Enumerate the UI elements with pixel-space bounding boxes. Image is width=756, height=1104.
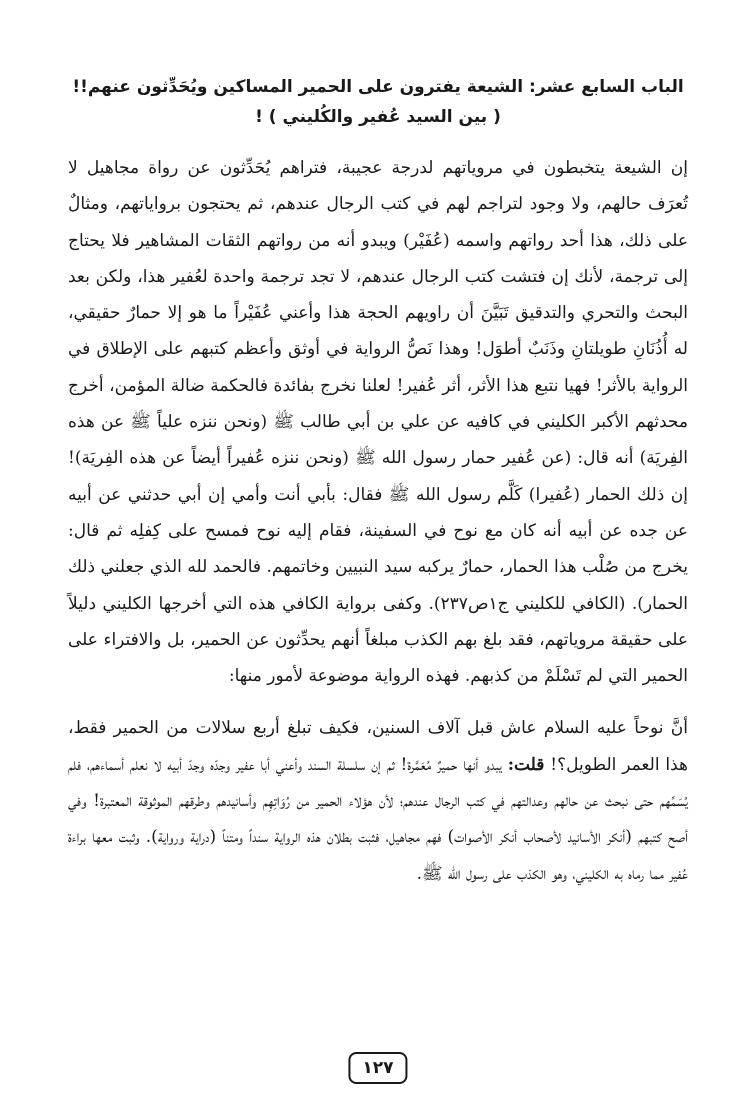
chapter-title-line-1: الباب السابع عشر: الشيعة يفترون على الحمير المساكين ويُحَدِّثون عنهم!! xyxy=(72,77,684,97)
body-text xyxy=(68,150,688,892)
paragraph-2-part-1: أنَّ نوحاً عليه السلام عاش قبل آلاف السنين، فكيف تبلغ أربع سلالات من الحمير فقط، هذا العمر الطويل؟! xyxy=(68,718,688,775)
paragraph-1: إن الشيعة يتخبطون في مروياتهم لدرجة عجيبة، فتراهم يُحَدِّثون عن رواة مجاهيل لا تُعرَف حالهم، ولا وجود لتراجم لهم في كتب الرجال عندهم، ثم يحتجون برواياتهم، ومثالٌ على ذلك، هذا أحد رواتهم واسمه (عُفَيْر) ويبدو أنه من رواتهم الثقات المشاهير فلا يحتاج إلى ترجمة، لأنك إن فتشت كتب الرجال عندهم، لا تجد ترجمة واحدة لعُفير هذا، ولكن بعد البحث والتحري والتدقيق تَبَيَّنَ أن راويهم الحجة هذا وأعني عُفَيْراً ما هو إلا حمارٌ حقيقي، له أُذُنَانِ طويلتانِ وذَنَبٌ أطوَل! وهذا نَصُّ الرواية في أوثق وأعظم كتبهم على الإطلاق في الرواية بالأثر! فهيا نتبع هذا الأثر، أثر عُفير! لعلنا نخرج بفائدة فالحكمة ضالة المؤمن، أخرج محدثهم الأكبر الكليني في كافيه عن علي بن أبي طالب ﷺ (ونحن ننزه علياً ﷺ عن هذه الفِريَة) أنه قال: (عن عُفير حمار رسول الله ﷺ (ونحن ننزه عُفيراً أيضاً عن هذه الفِريَة)! إن ذلك الحمار (عُفيرا) كَلَّم رسول الله ﷺ فقال: بأبي أنت وأمي إن أبي حدثني عن أبيه عن جده عن أبيه أنه كان مع نوح في السفينة، فقام إليه نوح فمسح على كِفلِه ثم قال: يخرج من صُلْب هذا الحمار، حمارٌ يركبه سيد النبيين وخاتمهم. فالحمد لله الذي جعلني ذلك الحمار). (الكافي للكليني ج١ص٢٣٧). وكفى برواية الكافي هذه التي أخرجها الكليني دليلاً على حقيقة مروياتهم، فقد بلغ بهم الكذب مبلغاً أنهم يحدِّثون عن الحمير، بل والافتراء على الحمير التي لم تَسْلَمْ من كذبهم. فهذه الرواية موضوعة لأمور منها: xyxy=(68,158,689,687)
chapter-title xyxy=(68,72,688,132)
paragraph-2-part-2: يبدو أنها حميرٌ مُعَمَّرة! ثم إن سلسلة السند وأعني أبا عفير وجدّه وجدّ أبيه لا نعلم أسماءهم، فلم يُسَمِّهم حتى نبحث عن حالهم وعدالتهم في كتب الرجال عندهم؛ لأن هؤلاء الحمير من رُوَاتِهِم وأسانيدهم وطرقهم الموثوقة المعتبرة! وفي أصح كتبهم (أنكر الأسانيد لأصحاب أنكر الأصوات) فهم مجاهيل، فثبت بطلان هذه الرواية سنداً ومتناً (دراية ورواية). وثبت معها براءة عُفير مما رماه به الكليني، وهو الكذب على رسول الله ﷺ. xyxy=(68,754,688,884)
chapter-title-line-2: ( بين السيد عُفير والكُليني ) ! xyxy=(255,107,501,127)
paragraph-2 xyxy=(68,710,688,891)
page-number: ١٢٧ xyxy=(348,1052,407,1084)
document-page xyxy=(68,0,688,1104)
paragraph-2-label: قلت: xyxy=(507,754,545,775)
